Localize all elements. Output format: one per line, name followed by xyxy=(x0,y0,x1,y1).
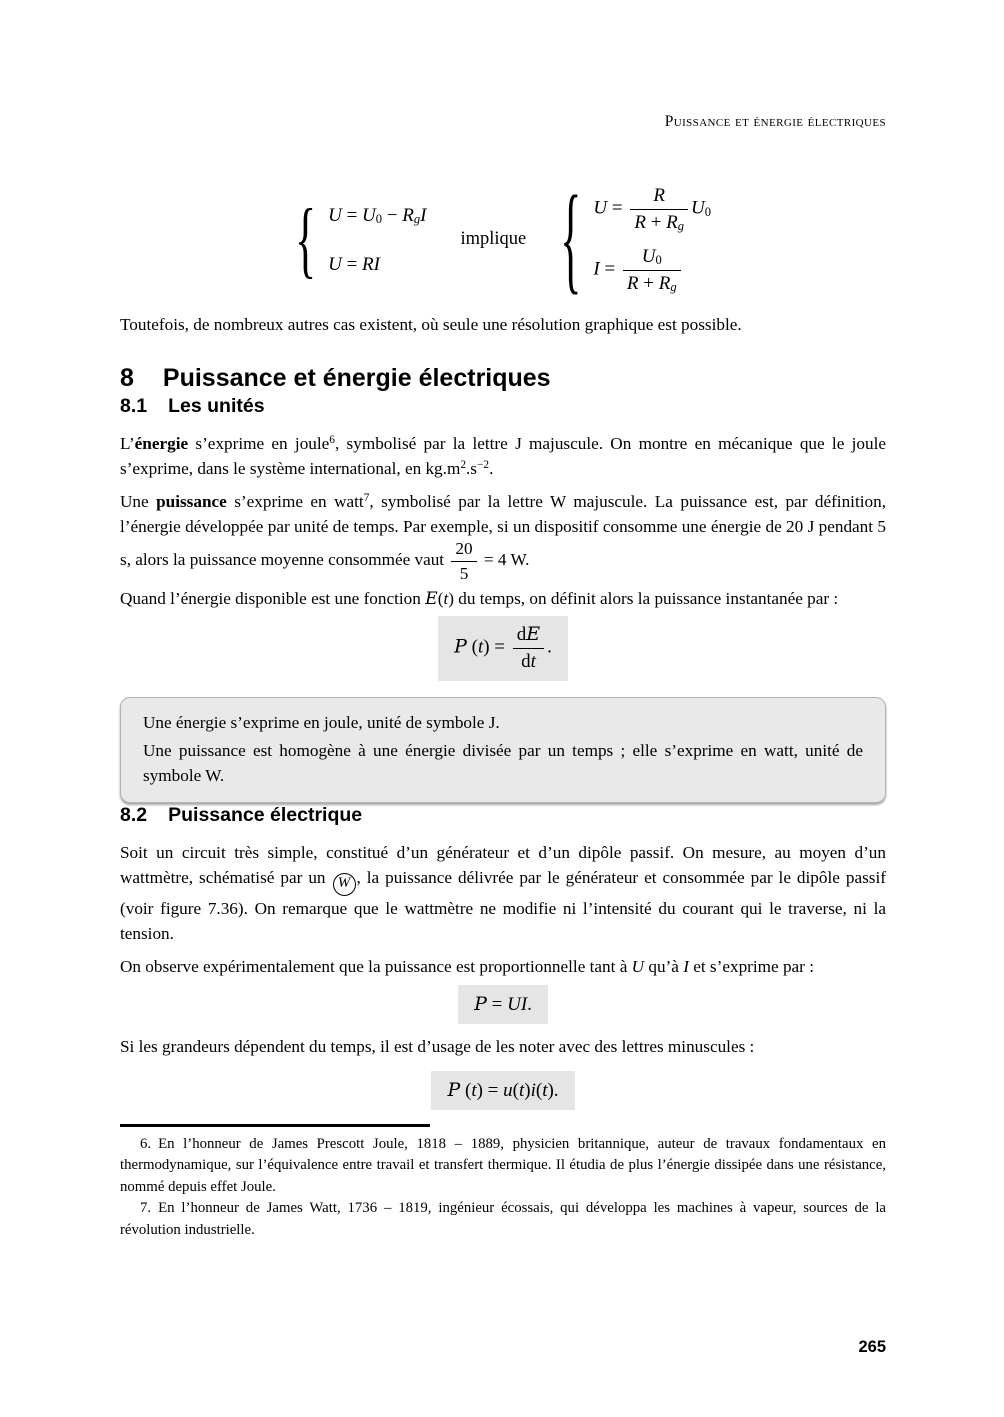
equation-p-uti-wrapper xyxy=(120,1071,886,1110)
equation-u-equals-ri: U = RI xyxy=(328,253,380,275)
right-system-rows xyxy=(593,185,711,294)
left-equation-system xyxy=(294,190,427,287)
paragraph-power-watt: Une puissance s’exprime en watt$^7$, symbolisé par la lettre W majuscule. La puissance est, par définition, l’énergie développée par unité de temps. Par exemple, si un dispositif consomme une énergie de 20 J pendant 5 s, alors la puissance moyenne consommée vaut $\frac{20}{5}$ = 4 W. xyxy=(120,492,886,584)
footnote-6-text: En l’honneur de James Prescott Joule, 1818 – 1889, physicien britannique, auteur de travaux fondamentaux en thermodynamique, sur l’équivalence entre travail et transfert thermique. Il étudia de plus l’énergie dissipée dans une résistance, nommé depuis effet Joule. xyxy=(120,1135,886,1195)
paragraph-toutefois: Toutefois, de nombreux autres cas existent, où seule une résolution graphique est possible. xyxy=(120,315,742,335)
equation-implication-row xyxy=(120,170,886,306)
paragraph-instant-power-intro: Quand l’énergie disponible est une fonction E(t) du temps, on définit alors la puissance instantanée par : xyxy=(120,588,839,609)
section-8-title: Puissance et énergie électriques xyxy=(162,364,551,393)
equation-pt-equals-ut-it: P (t) = u(t)i(t). xyxy=(431,1071,574,1110)
section-8-2-number: 8.2 xyxy=(120,803,148,826)
section-8-heading xyxy=(120,363,886,394)
section-8-2-heading xyxy=(120,803,886,827)
summary-note-box xyxy=(120,697,886,803)
paragraph-circuit-wattmeter: Soit un circuit très simple, constitué d’un générateur et d’un dipôle passif. On mesure, au moyen d’un wattmètre, schématisé par un W , la puissance délivrée par le générateur et consommée par le dipôle passif (voir figure 7.36). On remarque que le wattmètre ne modifie ni l’intensité du courant qui le traverse, ni la tension. xyxy=(120,842,886,943)
page-number: 265 xyxy=(858,1338,886,1356)
footnote-6 xyxy=(120,1134,886,1199)
equation-i-fraction: I = $\frac{U0}{R + Rg}$ xyxy=(593,246,711,295)
section-8-2-title: Puissance électrique xyxy=(168,803,363,826)
paragraph-observe-proportional: On observe expérimentalement que la puissance est proportionnelle tant à U qu’à I et s’exprime par : xyxy=(120,956,814,976)
equation-power-instant-wrapper xyxy=(120,616,886,681)
section-8-number: 8 xyxy=(120,364,134,393)
running-header: Puissance et énergie électriques xyxy=(664,113,886,130)
equation-p-equals-ui: P = UI. xyxy=(458,985,548,1024)
section-8-1-title: Les unités xyxy=(168,395,265,418)
equation-p-ui-wrapper xyxy=(120,985,886,1024)
fraction: $\frac{R}{R + Rg}$ xyxy=(630,185,688,234)
footnote-rule xyxy=(120,1124,430,1127)
equation-u-fraction: U = $\frac{R}{R + Rg}$ U0 xyxy=(593,185,712,234)
left-brace-glyph: { xyxy=(294,190,317,287)
footnote-6-marker: 6. xyxy=(140,1135,152,1152)
footnotes xyxy=(120,1124,886,1242)
implies-label: implique xyxy=(460,229,527,250)
section-8-1-heading xyxy=(120,394,886,418)
equation-power-instant: P (t) = $\frac{dE}{dt}$ . xyxy=(438,616,568,681)
note-line-energy: Une énergie s’exprime en joule, unité de symbole J. xyxy=(143,712,500,732)
left-system-rows xyxy=(328,203,426,277)
right-equation-system xyxy=(560,170,712,306)
fraction: $\frac{20}{5}$ xyxy=(451,539,476,584)
note-line-power: Une puissance est homogène à une énergie divisée par un temps ; elle s’exprime en watt, unité de symbole W. xyxy=(143,740,863,785)
paragraph-lowercase-letters: Si les grandeurs dépendent du temps, il est d’usage de les noter avec des lettres minuscules : xyxy=(120,1036,755,1056)
paragraph-energy-joule: L’énergie s’exprime en joule$^6$, symbolisé par la lettre J majuscule. On montre en mécanique que le joule s’exprime, dans le système international, en $kg.m^2.s^{-2}$. xyxy=(120,434,886,479)
right-brace-glyph: { xyxy=(560,170,582,306)
fraction: $\frac{U0}{R + Rg}$ xyxy=(623,246,681,295)
footnote-7 xyxy=(120,1198,886,1241)
fraction: $\frac{dE}{dt}$ xyxy=(513,624,544,673)
footnote-7-text: En l’honneur de James Watt, 1736 – 1819, ingénieur écossais, qui développa les machines à vapeur, sources de la révolution industrielle. xyxy=(120,1200,886,1238)
footnote-7-marker: 7. xyxy=(140,1200,152,1217)
equation-u-equals-u0-minus-rgi: U = U0 − RgI xyxy=(328,204,427,227)
section-8-1-number: 8.1 xyxy=(120,395,148,418)
